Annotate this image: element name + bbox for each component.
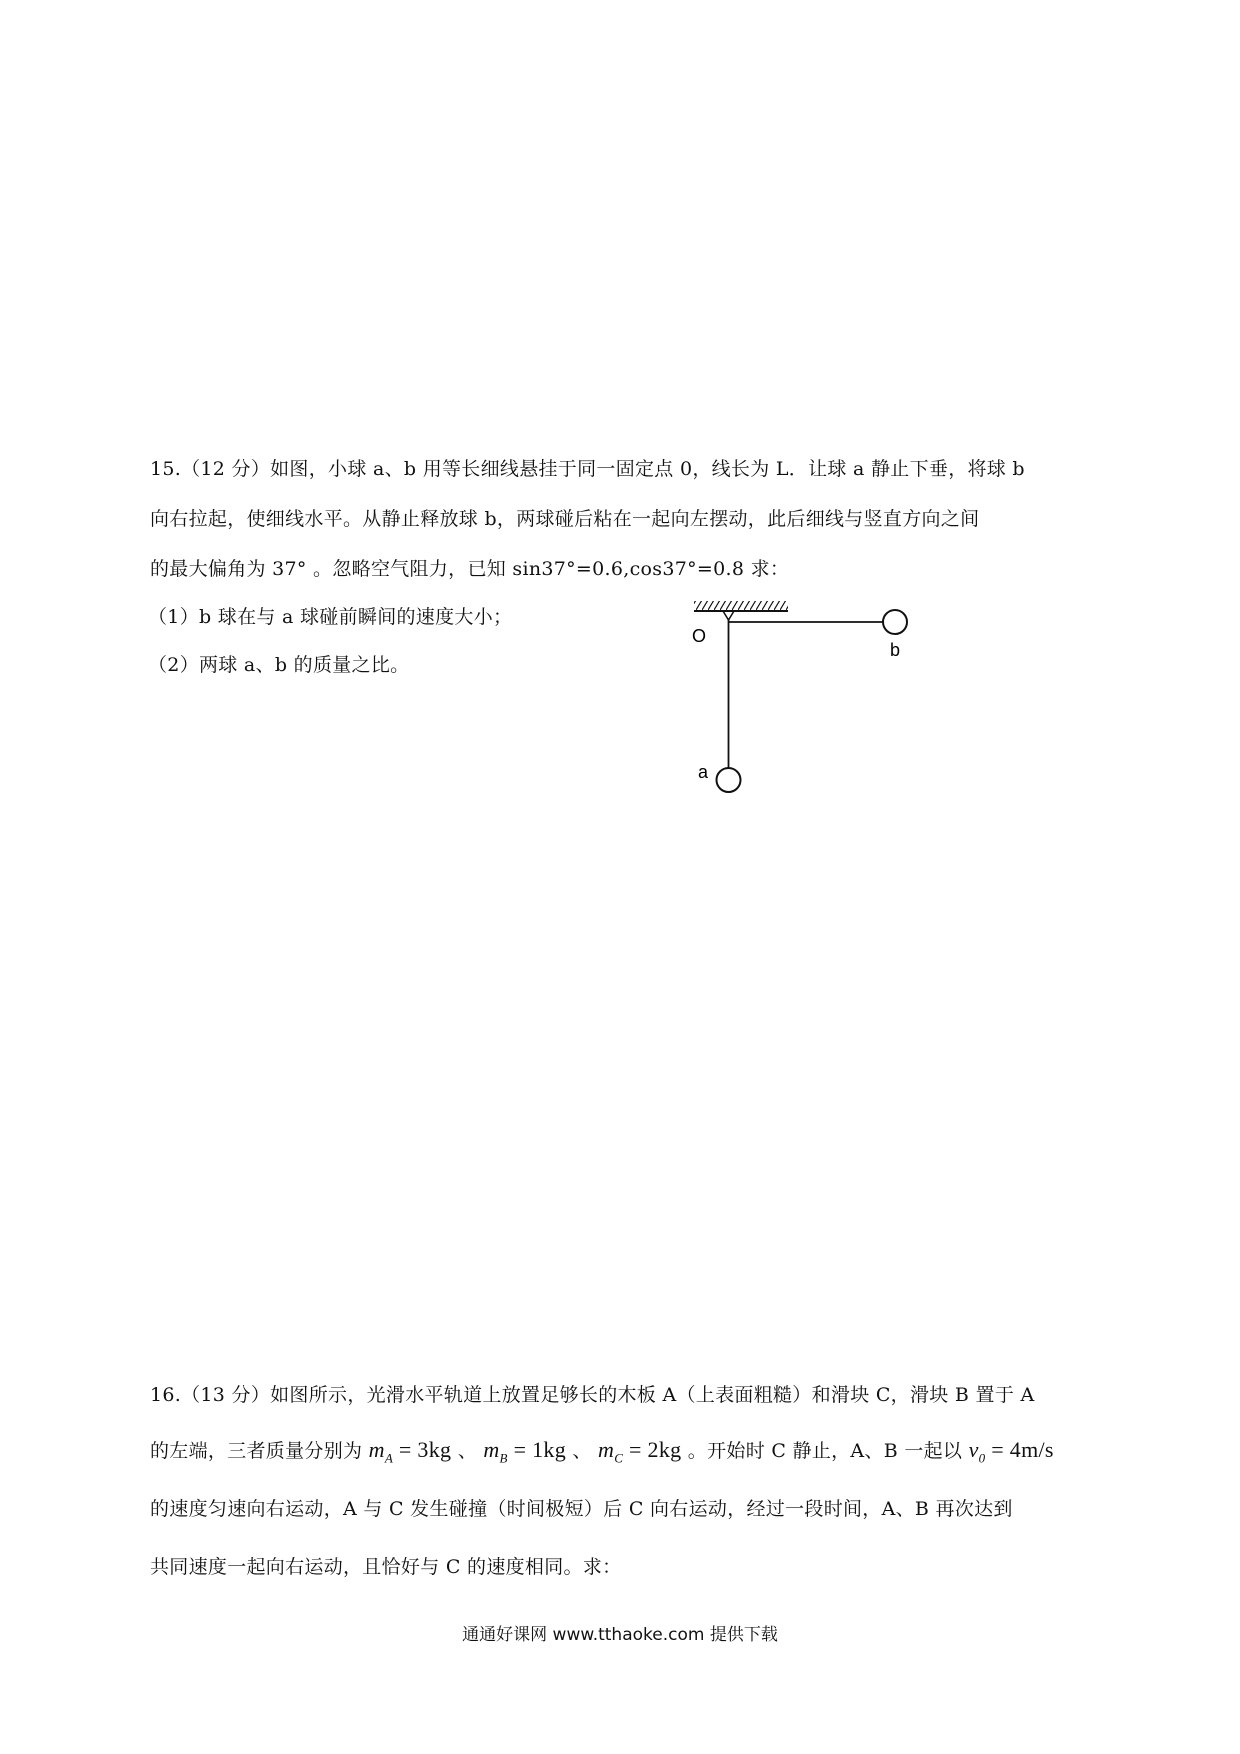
pendulum-figure — [690, 590, 930, 810]
q16-line-3: 的速度匀速向右运动，A 与 C 发生碰撞（时间极短）后 C 向右运动，经过一段时间，A、B 再次达到 — [150, 1498, 1013, 1520]
label-b: b — [890, 640, 901, 660]
q16-line-2-prefix: 的左端，三者质量分别为 — [150, 1440, 363, 1462]
ball-b — [883, 610, 907, 634]
label-a: a — [698, 762, 709, 782]
q15-line-1: 15.（12 分）如图，小球 a、b 用等长细线悬挂于同一固定点 0，线长为 L．让球 a 静止下垂，将球 b — [150, 458, 1025, 480]
pivot-point — [723, 611, 734, 620]
ceiling-support — [694, 601, 788, 611]
q15-subquestion-2: （2）两球 a、b 的质量之比。 — [148, 654, 410, 676]
separator-2: 、 — [572, 1440, 592, 1462]
separator-1: 、 — [457, 1440, 477, 1462]
footer-source: 通通好课网 www.tthaoke.com 提供下载 — [462, 1625, 778, 1645]
mass-a: $m_A = 3kg$ — [368, 1437, 452, 1466]
ball-a — [717, 768, 741, 792]
q16-line-1: 16.（13 分）如图所示，光滑水平轨道上放置足够长的木板 A（上表面粗糙）和滑块 C，滑块 B 置于 A — [150, 1384, 1035, 1406]
q16-line-2-middle: 。开始时 C 静止，A、B 一起以 — [687, 1440, 963, 1462]
q16-line-4: 共同速度一起向右运动，且恰好与 C 的速度相同。求： — [150, 1556, 622, 1578]
label-O: O — [692, 626, 707, 646]
mass-b: $m_B = 1kg$ — [483, 1437, 567, 1466]
initial-velocity: $v_0 = 4m/s$ — [968, 1437, 1054, 1466]
mass-c: $m_C = 2kg$ — [598, 1437, 682, 1466]
q15-line-3: 的最大偏角为 37° 。忽略空气阻力，已知 sin37°=0.6,cos37°=0.8 求： — [150, 558, 790, 580]
q15-line-2: 向右拉起，使细线水平。从静止释放球 b，两球碰后粘在一起向左摆动，此后细线与竖直方向之间 — [150, 508, 980, 530]
q16-line-2 — [150, 1436, 1054, 1466]
q15-subquestion-1: （1）b 球在与 a 球碰前瞬间的速度大小； — [148, 606, 513, 628]
